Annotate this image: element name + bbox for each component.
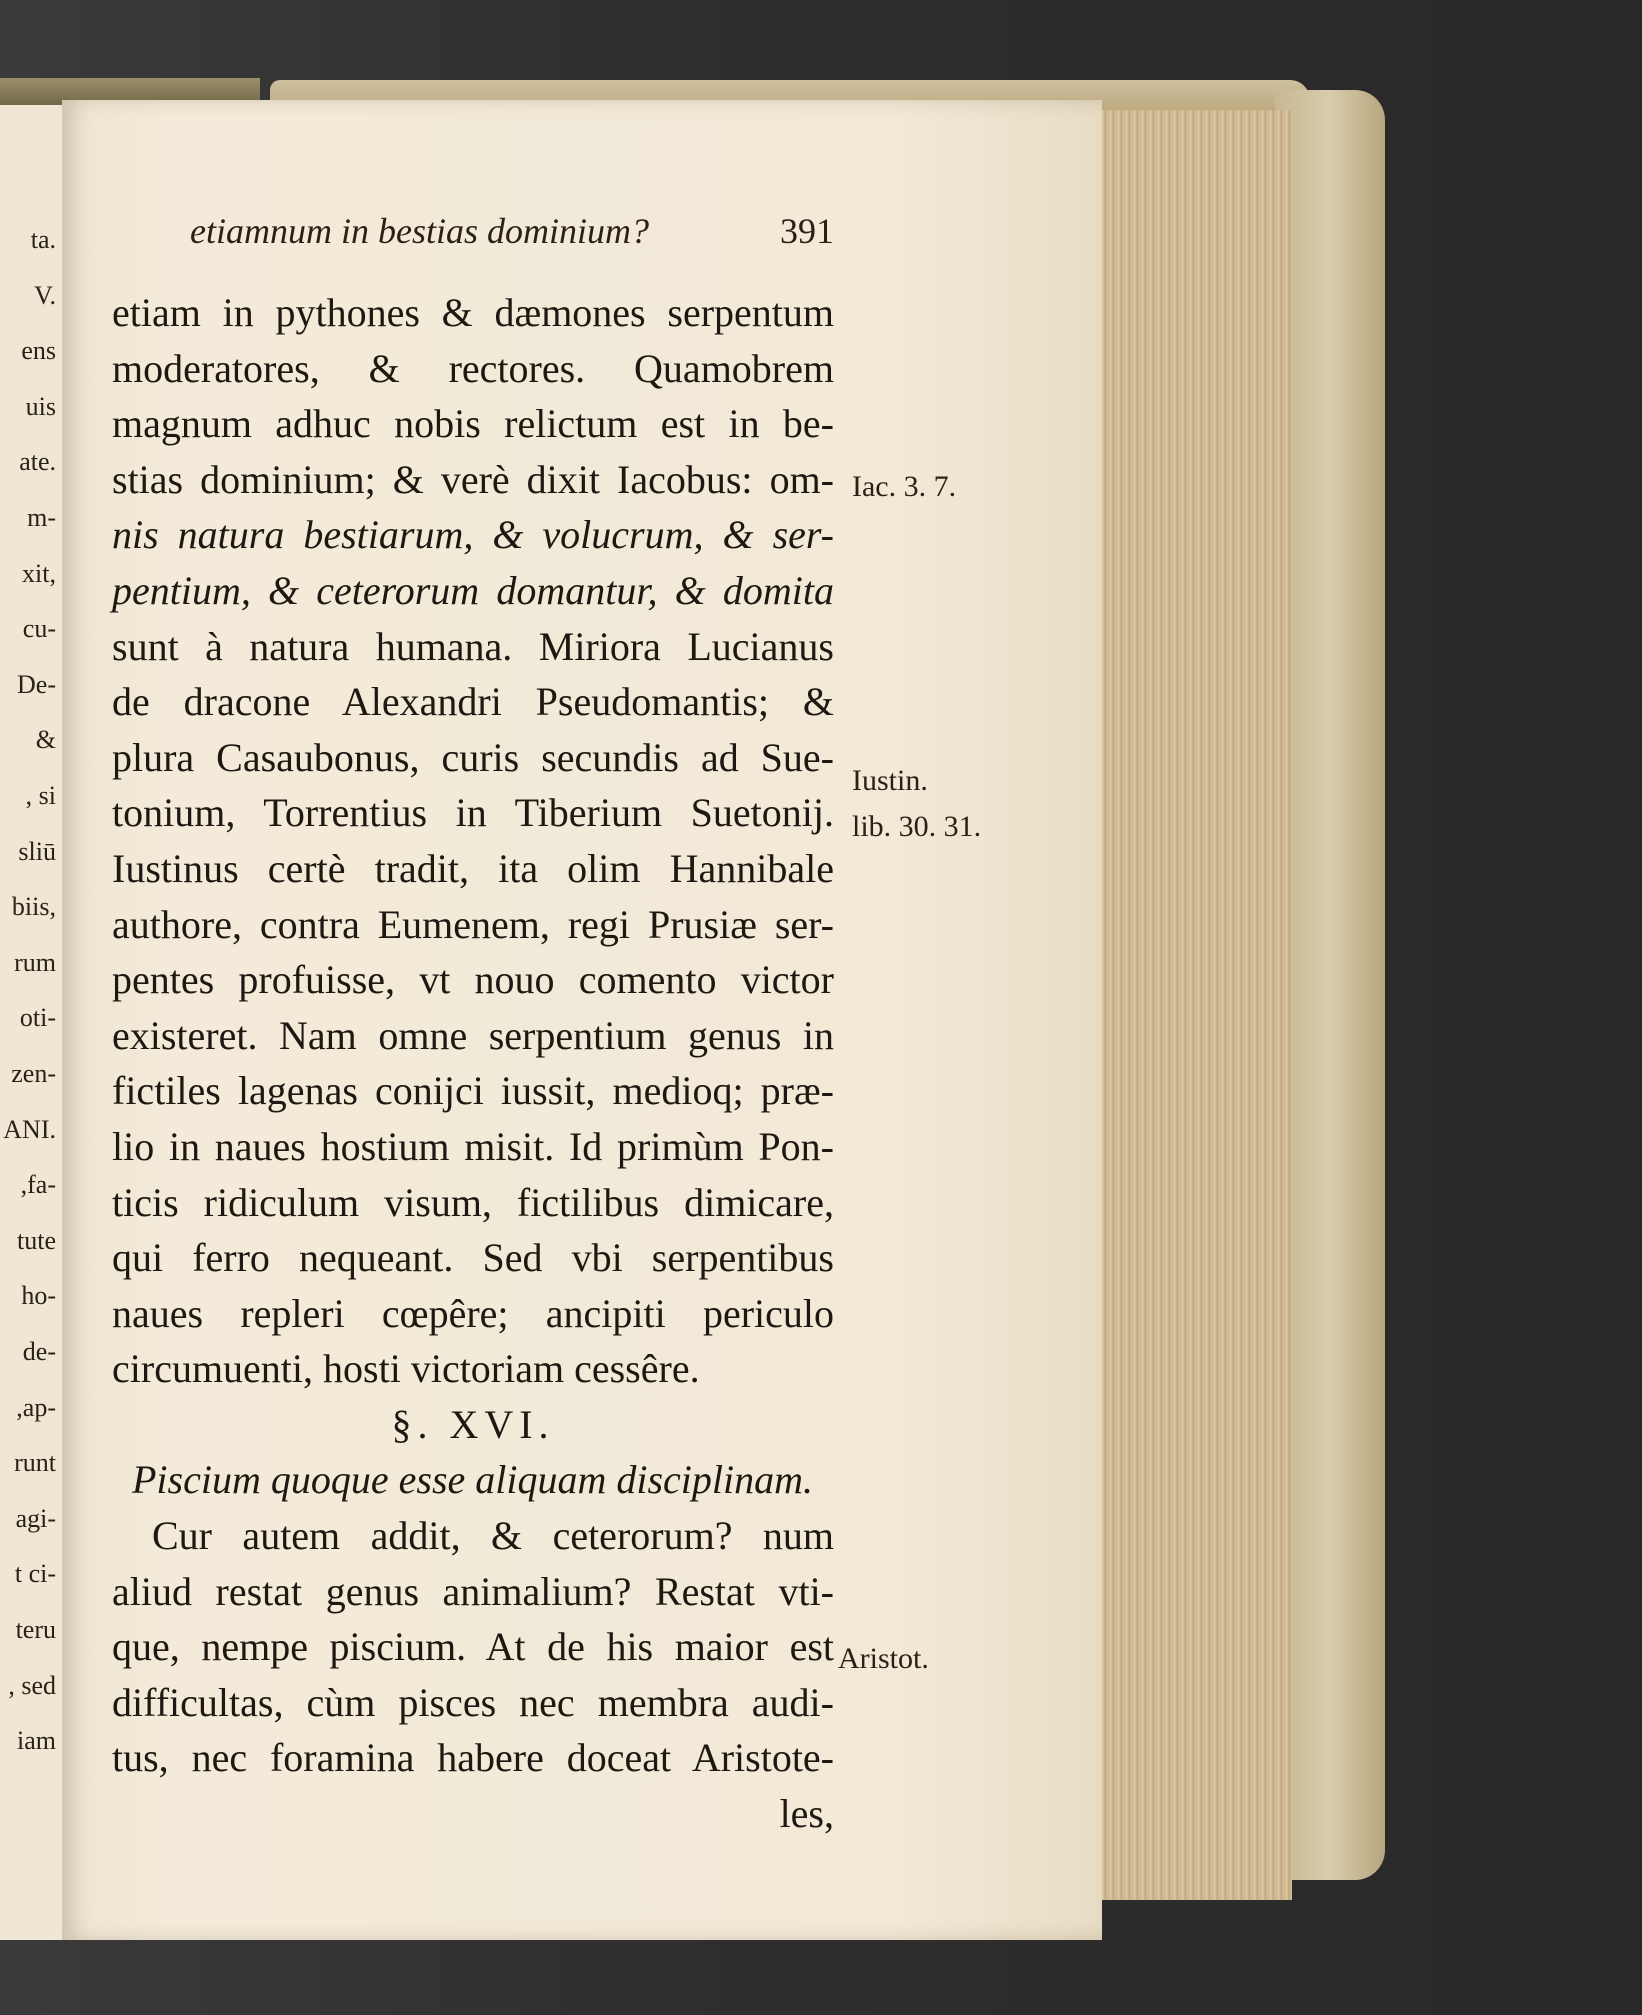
left-page-fragment-text: iam (17, 1726, 56, 1756)
left-page-fragment-text: , sed (8, 1670, 56, 1700)
text-line: tus, nec foramina habere doceat Aristote- (112, 1735, 834, 1781)
text-line: pentes profuisse, vt nouo comento victor (112, 957, 834, 1003)
text-line: existeret. Nam omne serpentium genus in (112, 1012, 834, 1058)
margin-note-iustin-ref: lib. 30. 31. (852, 810, 982, 843)
text-line: aliud restat genus animalium? Restat vti- (112, 1568, 834, 1614)
left-page-fragment-text: ,ap- (16, 1392, 56, 1422)
left-page-fragment-text: uis (25, 391, 56, 421)
text-line: nis natura bestiarum, & volucrum, & ser- (112, 512, 834, 558)
text-line: naues repleri cœpêre; ancipiti periculo (112, 1290, 834, 1336)
text-line: pentium, & ceterorum domantur, & domita (112, 567, 834, 613)
left-page-fragment-text: cu- (22, 614, 56, 644)
left-page-fragment-text: oti- (19, 1003, 56, 1033)
text-line: ticis ridiculum visum, fictilibus dimicare, (112, 1179, 834, 1225)
left-page-fragment-text: zen- (11, 1059, 56, 1088)
margin-note-iac: Iac. 3. 7. (852, 470, 957, 503)
section-heading: §. XVI. (391, 1401, 555, 1447)
left-page-fragment-text: ,fa- (20, 1170, 56, 1200)
text-line: fictiles lagenas conijci iussit, medioq; præ- (112, 1068, 834, 1114)
text-line: que, nempe piscium. At de his maior est (112, 1624, 834, 1670)
text-line: plura Casaubonus, curis secundis ad Sue- (112, 734, 834, 780)
left-page-fragment-text: biis, (11, 892, 56, 922)
text-line: circumuenti, hosti victoriam cessêre. (112, 1346, 700, 1392)
left-page-fragment-text: xit, (22, 558, 56, 588)
running-head: etiamnum in bestias dominium? (190, 211, 649, 251)
left-page-fragment-text: m- (27, 503, 56, 532)
left-page-fragment-text: De- (17, 669, 56, 699)
left-page-fragment-text: V. (34, 280, 56, 310)
catchword: les, (779, 1791, 834, 1837)
left-page-fragment-text: t ci- (14, 1559, 56, 1589)
left-page-fragment-text: sliū (18, 836, 56, 866)
text-line: authore, contra Eumenem, regi Prusiæ ser- (112, 901, 834, 947)
left-page-fragment-text: tute (17, 1225, 56, 1255)
margin-note-aristot: Aristot. (838, 1642, 929, 1675)
left-page-fragment-text: agi- (15, 1503, 56, 1533)
page-edges (1090, 110, 1292, 1900)
text-line: moderatores, & rectores. Quamobrem (112, 345, 834, 391)
margin-note-iustin: Iustin. (852, 764, 928, 797)
text-line: lio in naues hostium misit. Id primùm Pon- (112, 1123, 834, 1169)
text-line: magnum adhuc nobis relictum est in be- (112, 401, 834, 447)
body-text (112, 285, 834, 1842)
left-page-fragment-text: ate. (19, 447, 56, 477)
text-line: tonium, Torrentius in Tiberium Suetonij. (112, 790, 834, 836)
text-line: sunt à natura humana. Miriora Lucianus (112, 623, 834, 669)
left-page-fragment-text: ens (21, 336, 56, 366)
left-page-fragment-text: ta. (30, 225, 56, 254)
text-line: qui ferro nequeant. Sed vbi serpentibus (112, 1235, 834, 1281)
left-page-fragment-text: & (35, 725, 56, 755)
left-page-fragment-text: rum (14, 947, 56, 977)
text-line: etiam in pythones & dæmones serpentum (112, 290, 834, 335)
text-line: stias dominium; & verè dixit Iacobus: om- (112, 456, 834, 502)
text-line: de dracone Alexandri Pseudomantis; & (112, 679, 834, 725)
left-page-fragment (0, 105, 64, 1940)
left-page-fragment-text: teru (15, 1615, 56, 1644)
left-page-fragment-text: , si (25, 781, 56, 810)
text-line: Cur autem addit, & ceterorum? num (152, 1513, 834, 1559)
section-subtitle: Piscium quoque esse aliquam disciplinam. (132, 1457, 814, 1503)
left-page-fragment-text: ho- (21, 1281, 56, 1311)
text-line: difficultas, cùm pisces nec membra audi- (112, 1679, 834, 1725)
text-line: Iustinus certè tradit, ita olim Hannibale (112, 845, 834, 891)
left-page-fragment-text: runt (14, 1448, 56, 1478)
left-page-fragment-text: de- (22, 1337, 56, 1366)
left-page-fragment-text: ANI. (3, 1114, 56, 1144)
page-number: 391 (780, 211, 834, 251)
